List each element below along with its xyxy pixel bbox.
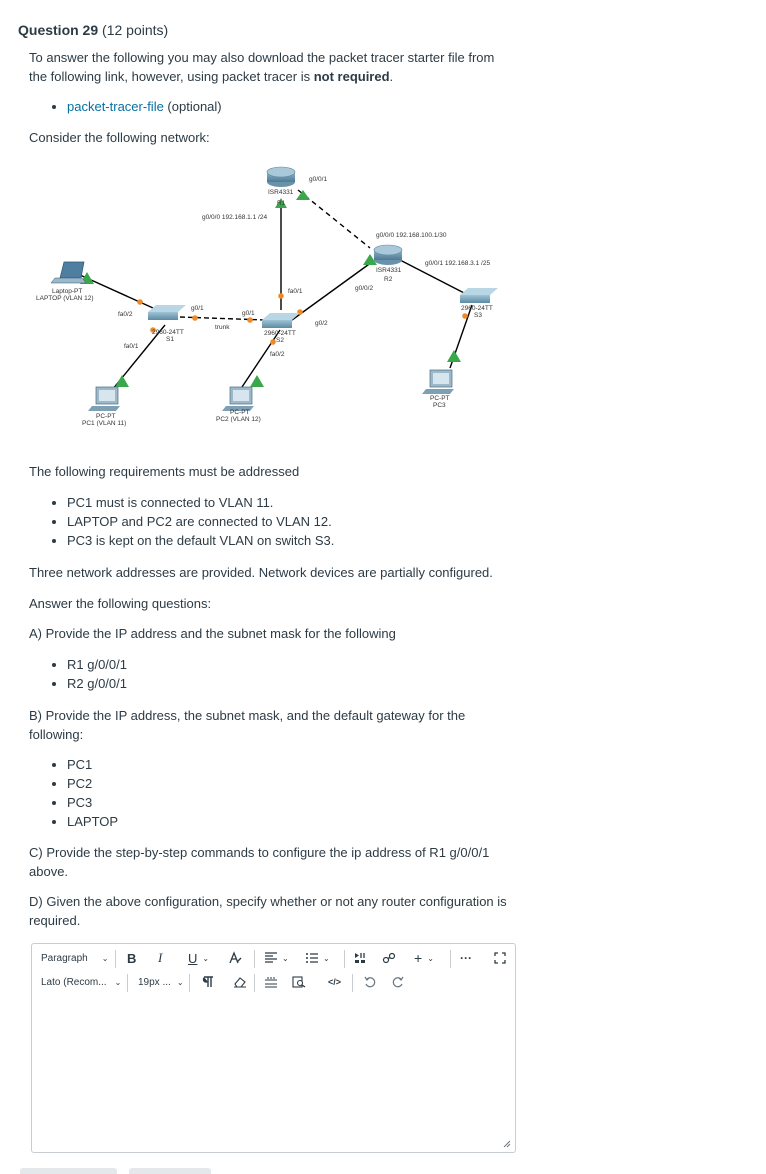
laptop-type: Laptop-PT (52, 288, 83, 295)
paragraph-format-button[interactable] (202, 972, 214, 992)
link-list (29, 97, 222, 116)
r1-g0000-label: g0/0/0 192.168.1.1 /24 (202, 214, 268, 221)
toolbar-divider (352, 974, 353, 992)
paragraph-icon (202, 976, 214, 988)
s1-fa02-label: fa0/2 (118, 311, 133, 318)
question-number: Question 29 (18, 22, 99, 38)
s2-name: S2 (276, 337, 284, 344)
pc2-name: PC2 (VLAN 12) (216, 416, 261, 423)
italic-button[interactable]: I (158, 950, 163, 965)
part-b-list (29, 755, 118, 831)
fullscreen-button[interactable] (494, 948, 506, 968)
s2-fa02-label: fa0/2 (270, 351, 285, 358)
find-replace-icon (292, 976, 306, 988)
pc1-icon (88, 387, 120, 411)
font-family-label: Lato (Recom... (41, 976, 107, 988)
r2-g0001-label: g0/0/1 192.168.3.1 /25 (425, 260, 491, 267)
toolbar-divider (127, 974, 128, 992)
link-list-item (67, 97, 222, 116)
plus-icon: + (414, 950, 423, 966)
question-points: (12 points) (102, 22, 169, 38)
part-b-text: B) Provide the IP address, the subnet mask, and the default gateway for the following: (29, 708, 466, 742)
pc2-type: PC-PT (230, 409, 250, 416)
laptop-icon (51, 262, 86, 283)
code-icon: </> (328, 977, 342, 987)
toolbar-row-1 (32, 948, 515, 972)
s2-fa01-label: fa0/1 (288, 288, 303, 295)
undo-icon (364, 976, 376, 988)
s2-g02-label: g0/2 (315, 320, 328, 327)
undo-button[interactable] (364, 972, 376, 992)
block-format-select[interactable] (41, 948, 108, 968)
switch-s2-icon (262, 313, 300, 328)
question-title (18, 22, 168, 38)
chevron-down-icon: ⌄ (176, 977, 184, 987)
eraser-icon (233, 976, 247, 988)
network-diagram (0, 150, 560, 450)
chevron-down-icon: ⌄ (427, 953, 434, 963)
part-a-list (29, 655, 127, 693)
list-button[interactable] (305, 948, 330, 968)
intro-part1: To answer the following you may also download the packet tracer starter file from the following link, however, using packet tracer is (29, 50, 495, 84)
pc3-icon (422, 370, 454, 394)
s3-name: S3 (474, 312, 482, 319)
intro-text (29, 48, 509, 86)
r2-g0002-label: g0/0/2 (355, 285, 374, 292)
clear-format-button[interactable] (233, 972, 247, 992)
link-suffix: (optional) (163, 99, 222, 114)
r1-name: ISR4331 (268, 189, 294, 196)
part-b-item: • PC1 (67, 755, 118, 774)
align-left-icon (264, 952, 278, 964)
links (80, 190, 472, 395)
text-color-icon (228, 951, 242, 965)
chevron-down-icon: ⌄ (323, 953, 330, 963)
s1-model: 2960-24TT (152, 329, 184, 336)
switch-s1-icon (148, 305, 186, 320)
toolbar-divider (189, 974, 190, 992)
bold-button[interactable]: B (127, 950, 137, 966)
three-networks-text: Three network addresses are provided. Network devices are partially configured. (29, 565, 493, 580)
redo-button[interactable] (392, 972, 404, 992)
pc3-name: PC3 (433, 402, 446, 409)
answer-following-text: Answer the following questions: (29, 596, 212, 611)
intro-end: . (389, 69, 394, 84)
s1-fa01-label: fa0/1 (124, 343, 139, 350)
font-size-select[interactable] (138, 972, 184, 992)
laptop-name: LAPTOP (VLAN 12) (36, 295, 94, 302)
s1-name: S1 (166, 336, 174, 343)
bottom-tab-stub (129, 1168, 211, 1174)
toolbar-divider (254, 950, 255, 968)
pc1-type: PC-PT (96, 413, 116, 420)
part-d-text: D) Given the above configuration, specify whether or not any router configuration is required. (29, 894, 507, 928)
router-r1-icon (267, 167, 295, 187)
part-b-item: • PC3 (67, 793, 118, 812)
toolbar-divider (115, 950, 116, 968)
router-r2-icon (374, 245, 402, 265)
link-icon (382, 952, 396, 964)
chevron-down-icon: ⌄ (202, 953, 210, 963)
font-size-label: 19px ... (138, 976, 171, 988)
chevron-down-icon: ⌄ (282, 953, 289, 963)
bulleted-list-icon (305, 952, 319, 964)
redo-icon (392, 976, 404, 988)
r2-name: ISR4331 (376, 267, 402, 274)
find-button[interactable] (292, 972, 306, 992)
font-family-select[interactable] (41, 972, 121, 992)
trunk-label: trunk (215, 324, 230, 331)
toolbar-divider (450, 950, 451, 968)
r1-short: R1 (277, 200, 286, 207)
underline-button[interactable] (188, 948, 209, 968)
part-b-item: • LAPTOP (67, 812, 118, 831)
html-view-button[interactable] (328, 972, 341, 992)
consider-text: Consider the following network: (29, 130, 210, 145)
r1-g0001-label: g0/0/1 (309, 176, 328, 183)
part-a-item: • R1 g/0/0/1 (67, 655, 127, 674)
part-a-text: A) Provide the IP address and the subnet mask for the following (29, 626, 396, 641)
equation-icon (264, 976, 278, 988)
intro-bold: not required (313, 69, 390, 84)
expand-icon (494, 952, 506, 964)
requirement-item: • PC3 is kept on the default VLAN on switch S3. (67, 531, 334, 550)
text-color-button[interactable] (228, 948, 242, 968)
media-button[interactable] (354, 948, 366, 968)
resize-handle-icon[interactable] (501, 1138, 511, 1148)
switch-s3-icon (460, 288, 498, 303)
requirements-heading: The following requirements must be addressed (29, 464, 300, 479)
equation-button[interactable] (264, 972, 278, 992)
toolbar-divider (254, 974, 255, 992)
pc3-type: PC-PT (430, 395, 450, 402)
pc1-name: PC1 (VLAN 11) (82, 420, 127, 427)
insert-button[interactable] (414, 948, 434, 968)
requirements-list (29, 493, 334, 550)
align-button[interactable] (264, 948, 289, 968)
bottom-tab-stub (20, 1168, 117, 1174)
requirement-item: • PC1 must is connected to VLAN 11. (67, 493, 334, 512)
block-format-label: Paragraph (41, 952, 88, 964)
s2-model: 2960-24TT (264, 330, 296, 337)
toolbar-row-2 (32, 972, 515, 996)
toolbar-divider (344, 950, 345, 968)
requirement-item: • LAPTOP and PC2 are connected to VLAN 12. (67, 512, 334, 531)
underline-label: U (188, 950, 198, 966)
r2-g0000-label: g0/0/0 192.168.100.1/30 (376, 232, 447, 239)
editor-content-area[interactable] (32, 996, 515, 1151)
s2-g01-label: g0/1 (242, 310, 255, 317)
pc2-icon (222, 387, 254, 411)
s3-model: 2960-24TT (461, 305, 493, 312)
rich-text-editor (31, 943, 516, 1153)
part-b-item: • PC2 (67, 774, 118, 793)
more-button[interactable]: ··· (460, 951, 472, 965)
part-a-item: • R2 g/0/0/1 (67, 674, 127, 693)
media-icon (354, 952, 366, 964)
link-button[interactable] (382, 948, 396, 968)
r2-short: R2 (384, 276, 393, 283)
chevron-down-icon: ⌄ (101, 953, 109, 963)
packet-tracer-link[interactable]: packet-tracer-file (67, 99, 164, 114)
s1-g01-label: g0/1 (191, 305, 204, 312)
part-c-text: C) Provide the step-by-step commands to configure the ip address of R1 g/0/0/1 above. (29, 845, 490, 879)
chevron-down-icon: ⌄ (114, 977, 122, 987)
